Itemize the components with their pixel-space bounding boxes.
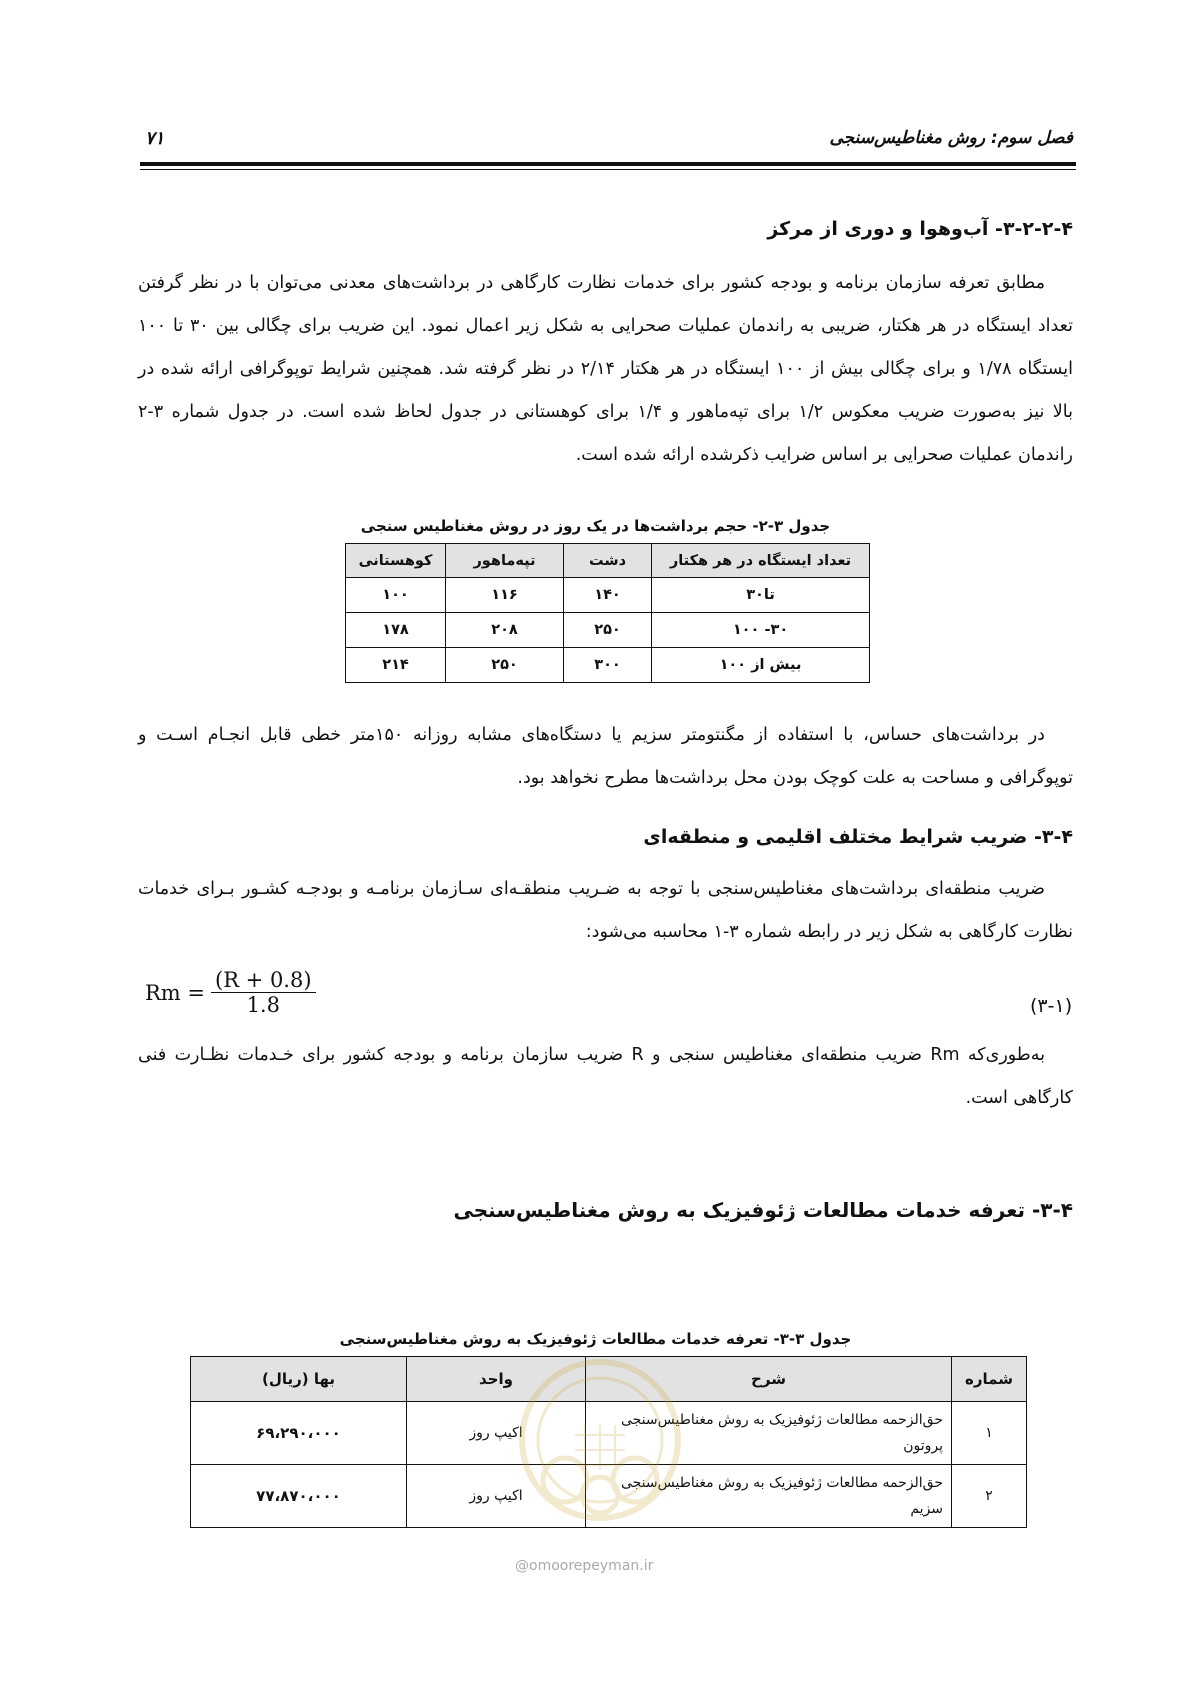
paragraph-text: ضریب منطقه‌ای برداشت‌های مغناطیس‌سنجی با توجه به ضـریب منطقـه‌ای سـازمان برنامـه و بودجـه کشـور بـرای خدمات نظارت کارگاهی به شکل زیر در رابطه شماره ۳-۱ محاسبه می‌شود: [138,879,1073,942]
table-cell: بیش از ۱۰۰ [652,648,870,683]
formula-numerator: (R + 0.8) [211,968,316,993]
paragraph-text: در برداشت‌های حساس، با استفاده از مگنتومتر سزیم یا دستگاه‌های مشابه روزانه ۱۵۰متر خطی قابل انجـام اسـت و توپوگرافی و مساحت به علت کوچک بودن محل برداشت‌ها مطرح نخواهد بود. [138,725,1073,788]
table-cell: اکیپ روز [407,1402,586,1465]
column-header: تعداد ایستگاه در هر هکتار [652,544,870,578]
section-heading-regional-coefficient: ۳-۴- ضریب شرایط مختلف اقلیمی و منطقه‌ای [643,826,1073,848]
table-cell: حق‌الزحمه مطالعات ژئوفیزیک به روش مغناطیس‌سنجی سزیم [586,1465,952,1528]
section-heading-tariff: ۳-۴- تعرفه خدمات مطالعات ژئوفیزیک به روش مغناطیس‌سنجی [453,1198,1073,1222]
table-cell: حق‌الزحمه مطالعات ژئوفیزیک به روش مغناطیس‌سنجی پروتون [586,1402,952,1465]
table-cell: ۲۵۰ [564,613,652,648]
table-cell: ۶۹،۲۹۰،۰۰۰ [191,1402,407,1465]
table-cell: ۱۷۸ [346,613,446,648]
header-rule-thin [140,169,1076,170]
paragraph-rm-definition [138,1034,1073,1120]
column-header: واحد [407,1357,586,1402]
table-cell: ۱۱۶ [446,578,564,613]
table-cell: ۳۰- ۱۰۰ [652,613,870,648]
table-cell: ۱۴۰ [564,578,652,613]
column-header: شرح [586,1357,952,1402]
table-cell: ۱۰۰ [346,578,446,613]
running-header-title: فصل سوم: روش مغناطیس‌سنجی [829,128,1073,148]
table-cell: تا۳۰ [652,578,870,613]
formula-fraction [211,968,316,1017]
table-row [346,648,870,683]
header-rule-thick [140,162,1076,166]
table2-caption: جدول ۳-۳- تعرفه خدمات مطالعات ژئوفیزیک به روش مغناطیس‌سنجی [339,1330,852,1348]
section-heading-climate: ۳-۲-۲-۴- آب‌وهوا و دوری از مرکز [767,218,1073,240]
paragraph-text: مطابق تعرفه سازمان برنامه و بودجه کشور برای خدمات نظارت کارگاهی در برداشت‌های معدنی می‌توان با در نظر گرفتن تعداد ایستگاه در هر هکتار، ضریبی به راندمان عملیات صحرایی به شکل زیر اعمال نمود. این ضریب برای چگالی بین ۳۰ تا ۱۰۰ ایستگاه ۱/۷۸ و برای چگالی بیش از ۱۰۰ ایستگاه در هر هکتار ۲/۱۴ در نظر گرفته شد. همچنین شرایط توپوگرافی ارائه شده در بالا نیز به‌صورت ضریب معکوس ۱/۲ برای تپه‌ماهور و ۱/۴ برای کوهستانی در جدول لحاظ شده است. در جدول شماره ۳-۲ راندمان عملیات صحرایی بر اساس ضرایب ذکرشده ارائه شده است. [138,273,1073,465]
table-cell: ۲۱۴ [346,648,446,683]
column-header: کوهستانی [346,544,446,578]
watermark-text: @omoorepeyman.ir [515,1558,654,1574]
table-row [346,613,870,648]
gears-seal-icon [495,1345,705,1545]
table-cell: اکیپ روز [407,1465,586,1528]
table-header-row [346,544,870,578]
table-cell: ۲ [952,1465,1027,1528]
paragraph-text: به‌طوری‌که Rm ضریب منطقه‌ای مغناطیس سنجی و R ضریب سازمان برنامه و بودجه کشور برای خـدمات نظـارت فنی کارگاهی است. [138,1045,1073,1108]
table-cell: ۳۰۰ [564,648,652,683]
column-header: دشت [564,544,652,578]
equation-number: (۳-۱) [1030,995,1073,1017]
table1-caption: جدول ۳-۲- حجم برداشت‌ها در یک روز در روش مغناطیس سنجی [360,517,831,535]
paragraph-regional-coefficient [138,868,1073,954]
table-cell: ۲۵۰ [446,648,564,683]
paragraph-climate [138,262,1073,477]
formula-rm [145,968,316,1017]
paragraph-sensitive-surveys [138,714,1073,800]
survey-volume-table [345,543,870,683]
formula-lhs: Rm = [145,980,205,1005]
column-header: تپه‌ماهور [446,544,564,578]
page-number: ۷۱ [145,128,165,149]
column-header: شماره [952,1357,1027,1402]
table-cell: ۲۰۸ [446,613,564,648]
table-cell: ۷۷،۸۷۰،۰۰۰ [191,1465,407,1528]
formula-denominator: 1.8 [246,993,280,1017]
column-header: بها (ریال) [191,1357,407,1402]
table-cell: ۱ [952,1402,1027,1465]
table-row [346,578,870,613]
